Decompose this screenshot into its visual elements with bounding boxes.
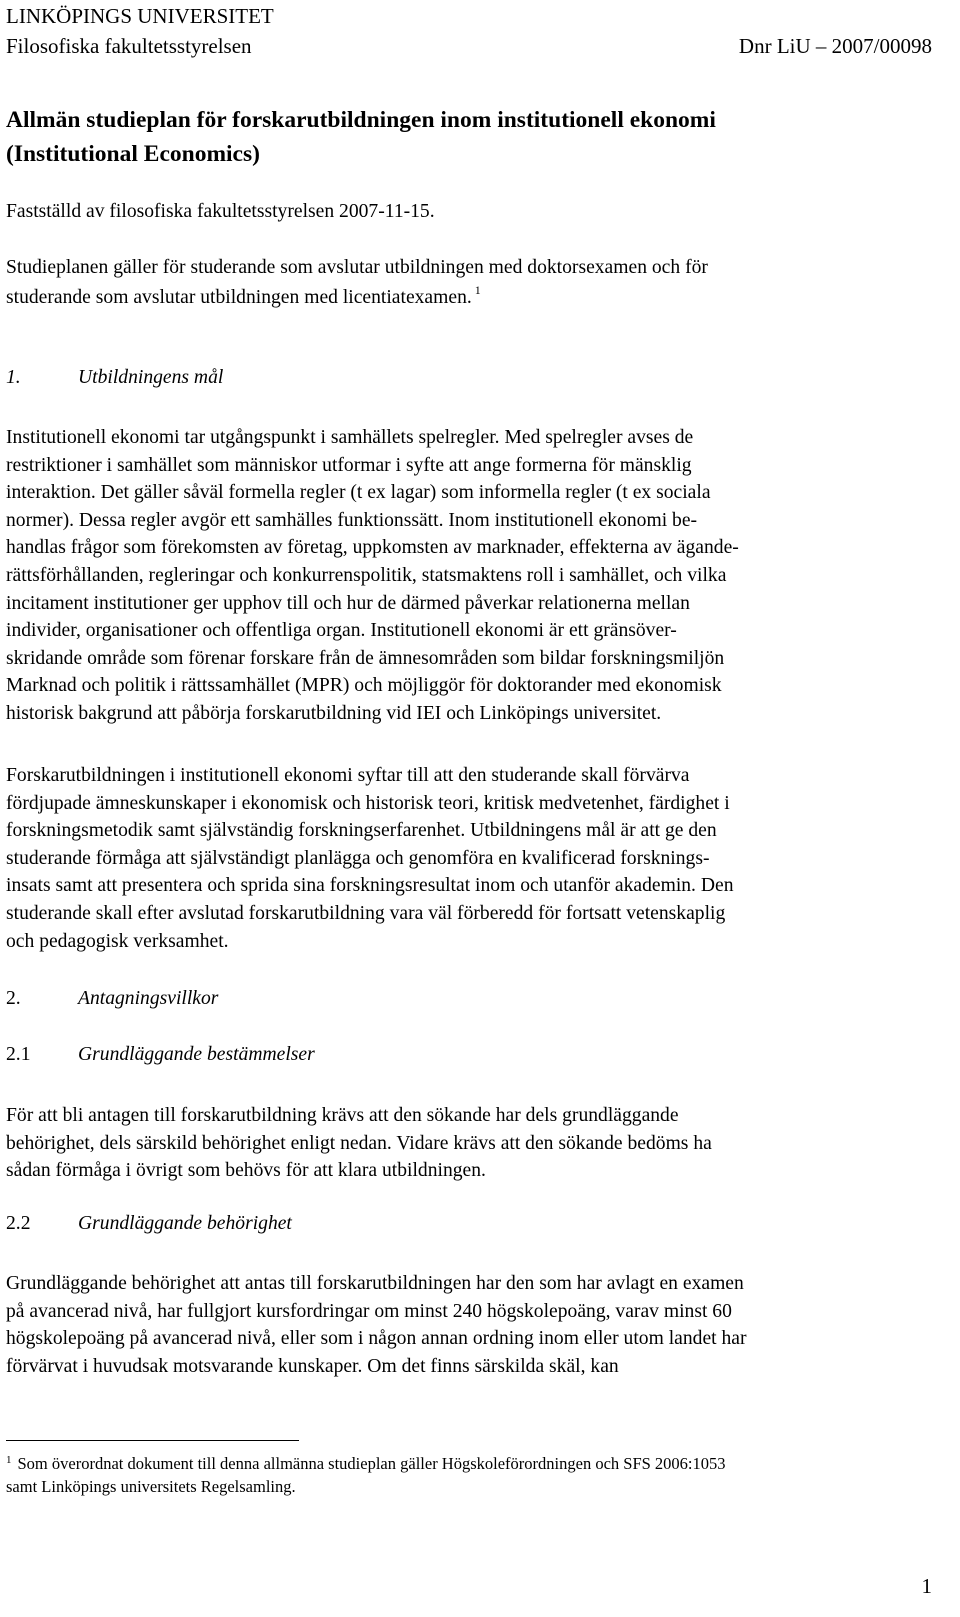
paragraph-line: incitament institutioner ger upphov till och hur de därmed påverkar relationerna mellan <box>6 592 690 614</box>
paragraph-line: studerande skall efter avslutad forskarutbildning vara väl förberedd för fortsatt vetenskaplig <box>6 902 726 924</box>
intro-line: studerande som avslutar utbildningen med licentiatexamen. $^1$ <box>6 283 481 308</box>
paragraph-line: rättsförhållanden, regleringar och konkurrenspolitik, statsmaktens roll i samhället, och vilka <box>6 564 727 586</box>
section-2-title: Antagningsvillkor <box>78 988 219 1009</box>
established-line: Fastställd av filosofiska fakultetsstyrelsen 2007-11-15. <box>6 201 435 222</box>
section-2-2-heading <box>6 1213 292 1235</box>
paragraph-line: forskningsmetodik samt självständig forskningserfarenhet. Utbildningens mål är att ge den <box>6 820 717 842</box>
footnote-reference: 1 <box>474 283 481 297</box>
document-title <box>6 103 906 171</box>
paragraph-line: individer, organisationer och offentliga organ. Institutionell ekonomi är ett gränsöver- <box>6 620 677 642</box>
paragraph-line: interaktion. Det gäller såväl formella regler (t ex lagar) som informella regler (t ex sociala <box>6 482 711 504</box>
header-reference: Dnr LiU – 2007/00098 <box>738 34 932 58</box>
paragraph-line: Marknad och politik i rättssamhället (MPR) och möjliggör för doktorander med ekonomisk <box>6 675 722 697</box>
section-2-1-title: Grundläggande bestämmelser <box>78 1044 315 1065</box>
section-2-number: 2. <box>6 988 21 1009</box>
paragraph-line: Institutionell ekonomi tar utgångspunkt i samhällets spelregler. Med spelregler avses de <box>6 427 694 448</box>
paragraph-line: Forskarutbildningen i institutionell ekonomi syftar till att den studerande skall förvärva <box>6 765 690 786</box>
paragraph-line: insats samt att presentera och sprida sina forskningsresultat inom och utanför akademin. Den <box>6 875 734 897</box>
footnote-line: samt Linköpings universitets Regelsamling. <box>6 1477 296 1496</box>
paragraph-line: historisk bakgrund att påbörja forskarutbildning vid IEI och Linköpings universitet. <box>6 702 662 724</box>
paragraph-line: sådan förmåga i övrigt som behövs för att klara utbildningen. <box>6 1160 486 1182</box>
paragraph-line: högskolepoäng på avancerad nivå, eller som i någon annan ordning inom eller utom landet har <box>6 1328 747 1350</box>
paragraph-line: För att bli antagen till forskarutbildning krävs att den sökande har dels grundläggande <box>6 1105 679 1126</box>
paragraph-line: förvärvat i huvudsak motsvarande kunskaper. Om det finns särskilda skäl, kan <box>6 1355 619 1377</box>
paragraph-line: normer). Dessa regler avgör ett samhälles funktionssätt. Inom institutionell ekonomi be- <box>6 509 698 531</box>
paragraph-line: restriktioner i samhället som människor utformar i syfte att ange formerna för mänsklig <box>6 454 692 476</box>
footnote <box>6 1452 726 1498</box>
section-2-1-number: 2.1 <box>6 1044 31 1065</box>
header-university: LINKÖPINGS UNIVERSITET <box>6 4 274 28</box>
title-line: (Institutional Economics) <box>6 141 260 167</box>
section-2-heading <box>6 988 218 1010</box>
paragraph-line: Grundläggande behörighet att antas till forskarutbildningen har den som har avlagt en examen <box>6 1273 744 1294</box>
paragraph-line: studerande förmåga att självständigt planlägga och genomföra en kvalificerad forsknings- <box>6 847 710 869</box>
footnote-mark: 1 <box>6 1454 12 1466</box>
section-1-number: 1. <box>6 367 21 388</box>
header-row <box>6 33 932 59</box>
intro-paragraph <box>6 253 708 313</box>
intro-line: Studieplanen gäller för studerande som avslutar utbildningen med doktorsexamen och för <box>6 257 708 278</box>
section-1-title: Utbildningens mål <box>78 367 224 388</box>
section-2-2-number: 2.2 <box>6 1213 31 1234</box>
section-1-paragraph-2 <box>6 762 734 955</box>
paragraph-line: behörighet, dels särskild behörighet enligt nedan. Vidare krävs att den sökande bedöms ha <box>6 1132 712 1154</box>
section-2-2-paragraph <box>6 1270 747 1380</box>
paragraph-line: handlas frågor som förekomsten av företag, uppkomsten av marknader, effekterna av ägande- <box>6 537 739 559</box>
paragraph-line: och pedagogisk verksamhet. <box>6 930 229 952</box>
section-2-1-heading <box>6 1044 315 1066</box>
paragraph-line: skridande område som förenar forskare från de ämnesområden som bildar forskningsmiljön <box>6 647 725 669</box>
footnote-line: $^1$ Som överordnat dokument till denna allmänna studieplan gäller Högskoleförordningen och SFS 2006:1053 <box>6 1454 726 1473</box>
section-1-paragraph-1 <box>6 424 739 728</box>
section-1-heading <box>6 367 223 389</box>
paragraph-line: på avancerad nivå, har fullgjort kursfordringar om minst 240 högskolepoäng, varav minst 60 <box>6 1300 732 1322</box>
paragraph-line: fördjupade ämneskunskaper i ekonomisk och historisk teori, kritisk medvetenhet, färdighet i <box>6 792 730 814</box>
section-2-1-paragraph <box>6 1102 712 1185</box>
page-number: 1 <box>921 1574 932 1598</box>
title-line: Allmän studieplan för forskarutbildningen inom institutionell ekonomi <box>6 107 716 133</box>
header-faculty: Filosofiska fakultetsstyrelsen <box>6 34 252 58</box>
section-2-2-title: Grundläggande behörighet <box>78 1213 292 1234</box>
footnote-separator <box>6 1440 299 1441</box>
